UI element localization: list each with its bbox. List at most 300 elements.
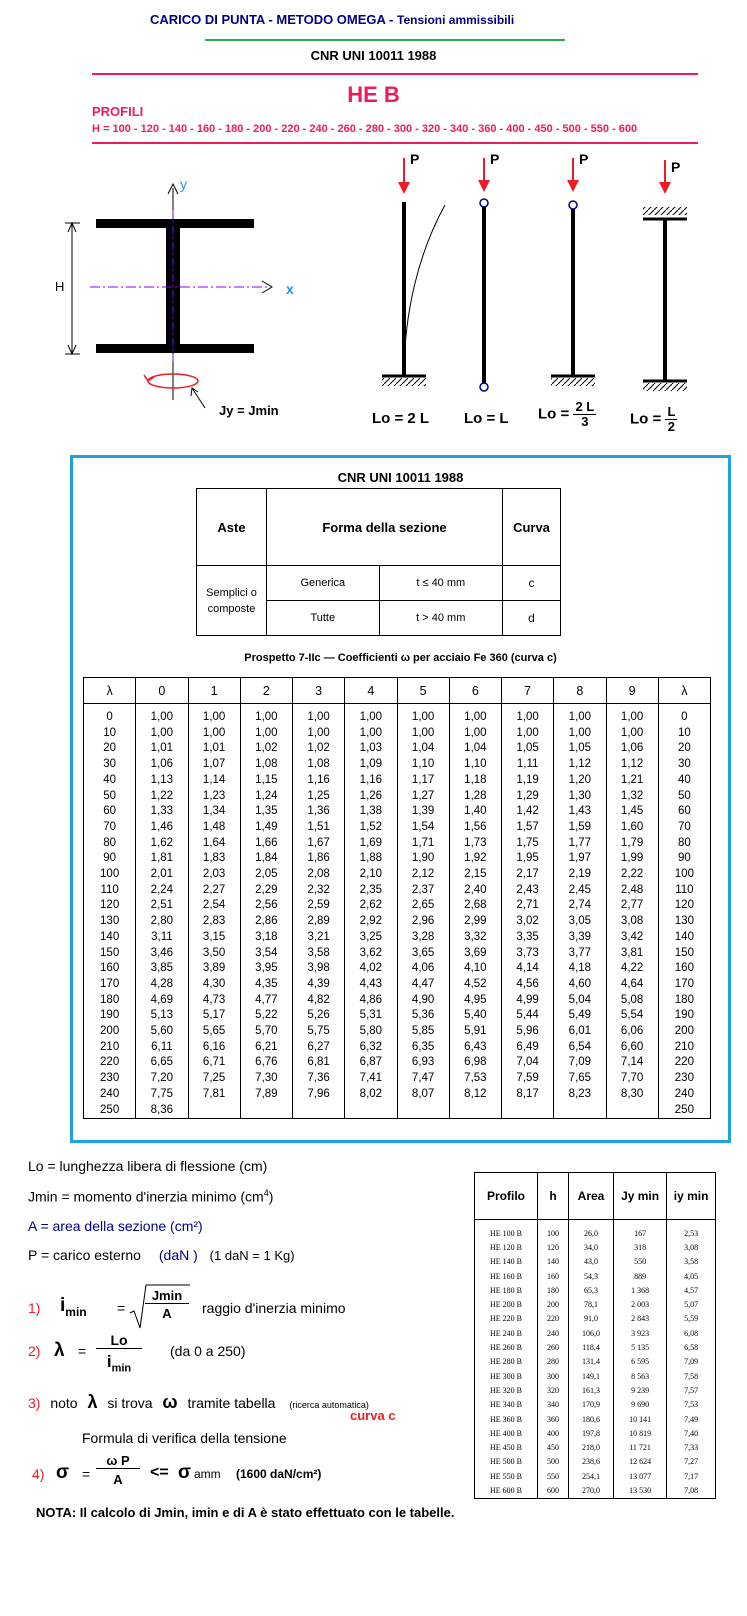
omega-cell: 5,60: [136, 1024, 188, 1040]
profile-cell: 7,58: [667, 1369, 716, 1383]
omega-cell: 4,64: [606, 977, 658, 993]
omega-cell: 5,65: [188, 1024, 240, 1040]
omega-cell: 1,90: [397, 851, 449, 867]
table-row: [84, 804, 711, 820]
omega-cell: 1,27: [397, 789, 449, 805]
formula-1-lhs: $i_{min}$: [60, 1295, 87, 1319]
lambda-cell: 150: [84, 946, 136, 962]
omega-cell: 4,90: [397, 993, 449, 1009]
table-row: [475, 1326, 716, 1340]
omega-cell: 7,09: [554, 1055, 606, 1071]
omega-cell: 3,35: [502, 930, 554, 946]
omega-cell: 3,62: [345, 946, 397, 962]
curva-2: d: [503, 601, 561, 636]
omega-cell: 1,15: [240, 773, 292, 789]
lambda-cell: 40: [658, 773, 710, 789]
omega-cell: 7,96: [293, 1087, 345, 1103]
omega-cell: 1,43: [554, 804, 606, 820]
omega-cell: 1,84: [240, 851, 292, 867]
jy-label: Jy = Jmin: [219, 403, 279, 418]
omega-header-cell: λ: [84, 678, 136, 704]
omega-cell: 1,75: [502, 836, 554, 852]
omega-cell: 4,86: [345, 993, 397, 1009]
omega-cell: 3,98: [293, 961, 345, 977]
omega-cell: 6,60: [606, 1040, 658, 1056]
omega-cell: 1,01: [136, 741, 188, 757]
table-row: [475, 1340, 716, 1354]
omega-cell: 3,69: [449, 946, 501, 962]
omega-cell: 1,20: [554, 773, 606, 789]
omega-cell: 1,00: [502, 704, 554, 726]
column-4: [663, 220, 667, 380]
omega-cell: 2,48: [606, 883, 658, 899]
table-row: [84, 1071, 711, 1087]
omega-cell: 1,12: [606, 757, 658, 773]
profile-cell: 7,57: [667, 1383, 716, 1397]
omega-cell: 5,26: [293, 1008, 345, 1024]
profile-cell: HE 500 B: [475, 1455, 538, 1469]
omega-cell: 1,97: [554, 851, 606, 867]
lambda-cell: 240: [658, 1087, 710, 1103]
table-row: [475, 1469, 716, 1483]
profile-cell: 550: [538, 1469, 569, 1483]
omega-cell: 3,08: [606, 914, 658, 930]
omega-cell: 2,01: [136, 867, 188, 883]
page-title: [150, 12, 514, 27]
omega-cell: 7,30: [240, 1071, 292, 1087]
omega-cell: 6,21: [240, 1040, 292, 1056]
omega-cell: 1,00: [188, 704, 240, 726]
omega-cell: 1,29: [502, 789, 554, 805]
omega-cell: 3,58: [293, 946, 345, 962]
table-row: [475, 1312, 716, 1326]
omega-cell: 4,52: [449, 977, 501, 993]
omega-cell: 1,00: [136, 704, 188, 726]
profile-cell: 240: [538, 1326, 569, 1340]
lambda-cell: 170: [658, 977, 710, 993]
table-row: [84, 836, 711, 852]
omega-cell: 1,73: [449, 836, 501, 852]
omega-header-cell: 7: [502, 678, 554, 704]
omega-cell: 1,56: [449, 820, 501, 836]
formula-2-number: 2): [28, 1343, 41, 1359]
lambda-cell: 220: [84, 1055, 136, 1071]
formula-3: 3) noto λ si trova ω tramite tabella (ricerca automatica): [28, 1392, 369, 1412]
formula-2-lhs: λ: [54, 1340, 65, 1361]
table-row: [84, 867, 711, 883]
omega-cell: 2,10: [345, 867, 397, 883]
omega-cell: 3,85: [136, 961, 188, 977]
omega-cell: 2,12: [397, 867, 449, 883]
profile-cell: 43,0: [569, 1255, 614, 1269]
lambda-cell: 20: [84, 741, 136, 757]
profile-cell: 6,58: [667, 1340, 716, 1354]
formula-2-num: Lo: [96, 1332, 142, 1349]
omega-cell: 6,76: [240, 1055, 292, 1071]
pin-top-3: [569, 201, 577, 209]
omega-cell: 1,23: [188, 789, 240, 805]
box-title: CNR UNI 10011 1988: [337, 470, 464, 485]
omega-cell: 3,05: [554, 914, 606, 930]
table-row: [475, 1412, 716, 1426]
legend-p: P = carico esterno (daN ) (1 daN = 1 Kg): [28, 1247, 295, 1263]
table-row: [84, 1087, 711, 1103]
profile-cell: 360: [538, 1412, 569, 1426]
lambda-cell: 50: [84, 789, 136, 805]
omega-cell: 1,30: [554, 789, 606, 805]
omega-header-cell: 2: [240, 678, 292, 704]
lambda-cell: 80: [84, 836, 136, 852]
profile-cell: 600: [538, 1483, 569, 1498]
omega-cell: 2,86: [240, 914, 292, 930]
lambda-cell: 110: [84, 883, 136, 899]
profile-cell: 180,6: [569, 1412, 614, 1426]
lambda-cell: 0: [658, 704, 710, 726]
table-row: [475, 1455, 716, 1469]
omega-cell: 2,15: [449, 867, 501, 883]
profile-cell: 550: [614, 1255, 667, 1269]
red-divider-top: [92, 73, 698, 75]
table-row: [84, 820, 711, 836]
omega-cell: 6,87: [345, 1055, 397, 1071]
omega-cell: 4,10: [449, 961, 501, 977]
omega-cell: 1,02: [293, 741, 345, 757]
omega-cell: 3,50: [188, 946, 240, 962]
h-label: H: [55, 279, 65, 294]
omega-cell: 7,75: [136, 1087, 188, 1103]
omega-cell: 1,83: [188, 851, 240, 867]
profile-cell: 400: [538, 1426, 569, 1440]
omega-cell: 8,36: [136, 1103, 188, 1119]
omega-cell: 7,41: [345, 1071, 397, 1087]
profile-cell: 2 003: [614, 1297, 667, 1311]
table-row: [475, 1220, 716, 1241]
table-row: [475, 1283, 716, 1297]
table-row: [475, 1240, 716, 1254]
lambda-cell: 160: [84, 961, 136, 977]
omega-cell: 1,00: [606, 726, 658, 742]
omega-cell: 5,04: [554, 993, 606, 1009]
profile-cell: 7,49: [667, 1412, 716, 1426]
lo-label-1: Lo = 2 L: [372, 410, 430, 427]
omega-cell: 2,19: [554, 867, 606, 883]
omega-cell: 1,48: [188, 820, 240, 836]
base-hatch-4: [643, 383, 687, 391]
omega-header-cell: 0: [136, 678, 188, 704]
omega-cell: 1,49: [240, 820, 292, 836]
omega-cell: 1,36: [293, 804, 345, 820]
profile-cell: HE 300 B: [475, 1369, 538, 1383]
profile-cell: 8 563: [614, 1369, 667, 1383]
profile-cell: HE 220 B: [475, 1312, 538, 1326]
column-1: [402, 202, 406, 376]
omega-cell: 4,43: [345, 977, 397, 993]
omega-cell: 4,28: [136, 977, 188, 993]
omega-cell: 2,45: [554, 883, 606, 899]
omega-cell: 6,35: [397, 1040, 449, 1056]
table-row: [84, 757, 711, 773]
lambda-cell: 250: [84, 1103, 136, 1119]
omega-cell: 1,52: [345, 820, 397, 836]
omega-cell: 7,53: [449, 1071, 501, 1087]
omega-cell: 1,35: [240, 804, 292, 820]
omega-cell: 1,04: [397, 741, 449, 757]
omega-cell: 1,18: [449, 773, 501, 789]
lambda-cell: 80: [658, 836, 710, 852]
profile-cell: 200: [538, 1297, 569, 1311]
omega-cell: 2,65: [397, 898, 449, 914]
profile-cell: 161,3: [569, 1383, 614, 1397]
omega-cell: 1,00: [293, 726, 345, 742]
profile-header-cell: Profilo: [475, 1173, 538, 1220]
omega-cell: 7,70: [606, 1071, 658, 1087]
omega-cell: 1,08: [240, 757, 292, 773]
omega-cell: 4,60: [554, 977, 606, 993]
table-row: [475, 1398, 716, 1412]
lambda-cell: 10: [84, 726, 136, 742]
profile-cell: HE 160 B: [475, 1269, 538, 1283]
omega-cell: 5,80: [345, 1024, 397, 1040]
lambda-cell: 10: [658, 726, 710, 742]
profile-cell: HE 200 B: [475, 1297, 538, 1311]
prospetto-caption: Prospetto 7-IIc — Coefficienti ω per acciaio Fe 360 (curva c): [244, 652, 557, 664]
profile-header-cell: h: [538, 1173, 569, 1220]
omega-cell: 7,81: [188, 1087, 240, 1103]
omega-cell: 3,11: [136, 930, 188, 946]
formula-1-num: Jmin: [145, 1288, 189, 1304]
omega-cell: 6,32: [345, 1040, 397, 1056]
base-hatch-3: [551, 378, 595, 386]
load-label-1: P: [410, 151, 420, 167]
lambda-cell: 130: [658, 914, 710, 930]
omega-cell: 1,07: [188, 757, 240, 773]
jy-leader: [192, 388, 205, 408]
omega-cell: 2,62: [345, 898, 397, 914]
lambda-cell: 90: [84, 851, 136, 867]
omega-cell: 3,42: [606, 930, 658, 946]
omega-cell: 1,25: [293, 789, 345, 805]
profile-cell: 6,08: [667, 1326, 716, 1340]
table-row: [475, 1355, 716, 1369]
verification-title: Formula di verifica della tensione: [82, 1430, 287, 1446]
omega-header-cell: 3: [293, 678, 345, 704]
profile-header-cell: iy min: [667, 1173, 716, 1220]
profile-cell: 149,1: [569, 1369, 614, 1383]
profile-header-cell: Jy min: [614, 1173, 667, 1220]
top-flange: [96, 219, 254, 228]
omega-cell: 1,00: [554, 704, 606, 726]
lambda-cell: 200: [84, 1024, 136, 1040]
profile-cell: HE 360 B: [475, 1412, 538, 1426]
omega-cell: 3,02: [502, 914, 554, 930]
omega-cell: 3,54: [240, 946, 292, 962]
omega-cell: 4,35: [240, 977, 292, 993]
omega-cell: 1,00: [397, 704, 449, 726]
lambda-cell: 120: [84, 898, 136, 914]
profile-cell: 4,05: [667, 1269, 716, 1283]
omega-cell: 1,09: [345, 757, 397, 773]
omega-cell: 4,18: [554, 961, 606, 977]
omega-cell: 1,11: [502, 757, 554, 773]
table-row: [84, 914, 711, 930]
omega-cell: [345, 1103, 397, 1119]
table-row: [84, 1024, 711, 1040]
profile-cell: 5,07: [667, 1297, 716, 1311]
load-arrowhead-4: [659, 182, 671, 194]
formula-4-number: 4): [32, 1466, 45, 1482]
profile-cell: HE 340 B: [475, 1398, 538, 1412]
curve-table: [196, 488, 561, 636]
omega-header-cell: 9: [606, 678, 658, 704]
omega-cell: 1,03: [345, 741, 397, 757]
omega-cell: 3,77: [554, 946, 606, 962]
legend-area: A = area della sezione (cm²): [28, 1218, 203, 1234]
lambda-cell: 140: [84, 930, 136, 946]
omega-cell: 1,77: [554, 836, 606, 852]
table-row: [475, 1269, 716, 1283]
formula-4-den: A: [113, 1472, 123, 1487]
load-arrowhead-1: [398, 182, 410, 194]
rotation-arrow: [144, 375, 154, 381]
omega-table: [83, 677, 711, 1119]
table-row: [84, 961, 711, 977]
omega-cell: 1,04: [449, 741, 501, 757]
table-row: [475, 1255, 716, 1269]
title-main: CARICO DI PUNTA - METODO OMEGA -: [150, 12, 394, 27]
omega-cell: 6,01: [554, 1024, 606, 1040]
omega-cell: 6,54: [554, 1040, 606, 1056]
omega-cell: 2,32: [293, 883, 345, 899]
bottom-flange: [96, 344, 254, 353]
omega-cell: 2,40: [449, 883, 501, 899]
omega-cell: 4,30: [188, 977, 240, 993]
omega-cell: 6,16: [188, 1040, 240, 1056]
table-row: [84, 851, 711, 867]
profile-cell: 118,4: [569, 1340, 614, 1354]
profile-cell: 254,1: [569, 1469, 614, 1483]
top-hatch-4: [643, 207, 687, 215]
profile-cell: 78,1: [569, 1297, 614, 1311]
profile-cell: 9 239: [614, 1383, 667, 1397]
curva-1: c: [503, 566, 561, 601]
omega-cell: 4,14: [502, 961, 554, 977]
lambda-cell: 190: [658, 1008, 710, 1024]
omega-cell: 6,43: [449, 1040, 501, 1056]
profile-cell: 300: [538, 1369, 569, 1383]
table-row: [84, 1008, 711, 1024]
omega-cell: 2,27: [188, 883, 240, 899]
omega-cell: 5,36: [397, 1008, 449, 1024]
formula-4-sigma-amm: σamm: [178, 1462, 221, 1483]
omega-cell: 7,25: [188, 1071, 240, 1087]
omega-cell: 4,39: [293, 977, 345, 993]
omega-cell: 4,02: [345, 961, 397, 977]
load-label-4: P: [671, 159, 681, 175]
omega-cell: 5,85: [397, 1024, 449, 1040]
omega-cell: 1,16: [293, 773, 345, 789]
profile-cell: HE 100 B: [475, 1220, 538, 1241]
lambda-cell: 200: [658, 1024, 710, 1040]
lo-label-3: Lo = $\frac{2 L}{3}$: [538, 399, 595, 429]
lambda-cell: 220: [658, 1055, 710, 1071]
omega-cell: [606, 1103, 658, 1119]
x-axis-label: x: [286, 281, 294, 297]
omega-cell: 2,05: [240, 867, 292, 883]
omega-cell: 4,47: [397, 977, 449, 993]
profile-cell: 450: [538, 1440, 569, 1454]
omega-cell: 1,79: [606, 836, 658, 852]
omega-cell: 3,28: [397, 930, 449, 946]
lambda-cell: 40: [84, 773, 136, 789]
profile-cell: 5 135: [614, 1340, 667, 1354]
lambda-cell: 180: [658, 993, 710, 1009]
omega-cell: 5,96: [502, 1024, 554, 1040]
omega-cell: 1,54: [397, 820, 449, 836]
buckled-shape-1: [404, 205, 445, 376]
omega-cell: 5,13: [136, 1008, 188, 1024]
profile-cell: 12 624: [614, 1455, 667, 1469]
omega-cell: 1,13: [136, 773, 188, 789]
omega-cell: 1,28: [449, 789, 501, 805]
omega-cell: 1,60: [606, 820, 658, 836]
profile-cell: 7,33: [667, 1440, 716, 1454]
omega-cell: 1,64: [188, 836, 240, 852]
formula-1-eq: =: [117, 1300, 126, 1316]
profile-cell: 120: [538, 1240, 569, 1254]
omega-cell: 2,80: [136, 914, 188, 930]
profile-cell: 500: [538, 1455, 569, 1469]
table-row: [84, 726, 711, 742]
omega-cell: 2,35: [345, 883, 397, 899]
omega-cell: 1,59: [554, 820, 606, 836]
omega-cell: 4,99: [502, 993, 554, 1009]
cond-2: t > 40 mm: [379, 601, 502, 636]
col-forma: Forma della sezione: [267, 489, 503, 566]
omega-cell: 6,93: [397, 1055, 449, 1071]
omega-cell: 1,69: [345, 836, 397, 852]
omega-cell: 3,15: [188, 930, 240, 946]
formula-4-le: <=: [150, 1464, 169, 1481]
profile-cell: 91,0: [569, 1312, 614, 1326]
profile-cell: 180: [538, 1283, 569, 1297]
omega-cell: 6,06: [606, 1024, 658, 1040]
omega-cell: 1,86: [293, 851, 345, 867]
omega-cell: 1,14: [188, 773, 240, 789]
legend-jmin: Jmin = momento d'inerzia minimo $(cm^4)$: [28, 1188, 274, 1205]
omega-cell: 5,54: [606, 1008, 658, 1024]
legend-lo: Lo = lunghezza libera di flessione (cm): [28, 1158, 268, 1174]
load-label-2: P: [490, 151, 500, 167]
formula-4-num: ω P: [96, 1453, 140, 1469]
profile-cell: 2 843: [614, 1312, 667, 1326]
formula-1-den: A: [162, 1306, 172, 1321]
table-row: [84, 898, 711, 914]
omega-cell: 7,47: [397, 1071, 449, 1087]
profile-cell: 2,53: [667, 1220, 716, 1241]
profile-cell: 5,59: [667, 1312, 716, 1326]
omega-cell: 1,00: [293, 704, 345, 726]
omega-cell: 3,65: [397, 946, 449, 962]
formula-1-desc: raggio d'inerzia minimo: [202, 1300, 346, 1316]
lambda-cell: 30: [658, 757, 710, 773]
profile-cell: 170,9: [569, 1398, 614, 1412]
profile-cell: 160: [538, 1269, 569, 1283]
omega-cell: 4,06: [397, 961, 449, 977]
omega-cell: 1,57: [502, 820, 554, 836]
omega-cell: 1,88: [345, 851, 397, 867]
forma-1: Generica: [267, 566, 380, 601]
lo-label-2: Lo = L: [464, 410, 509, 427]
